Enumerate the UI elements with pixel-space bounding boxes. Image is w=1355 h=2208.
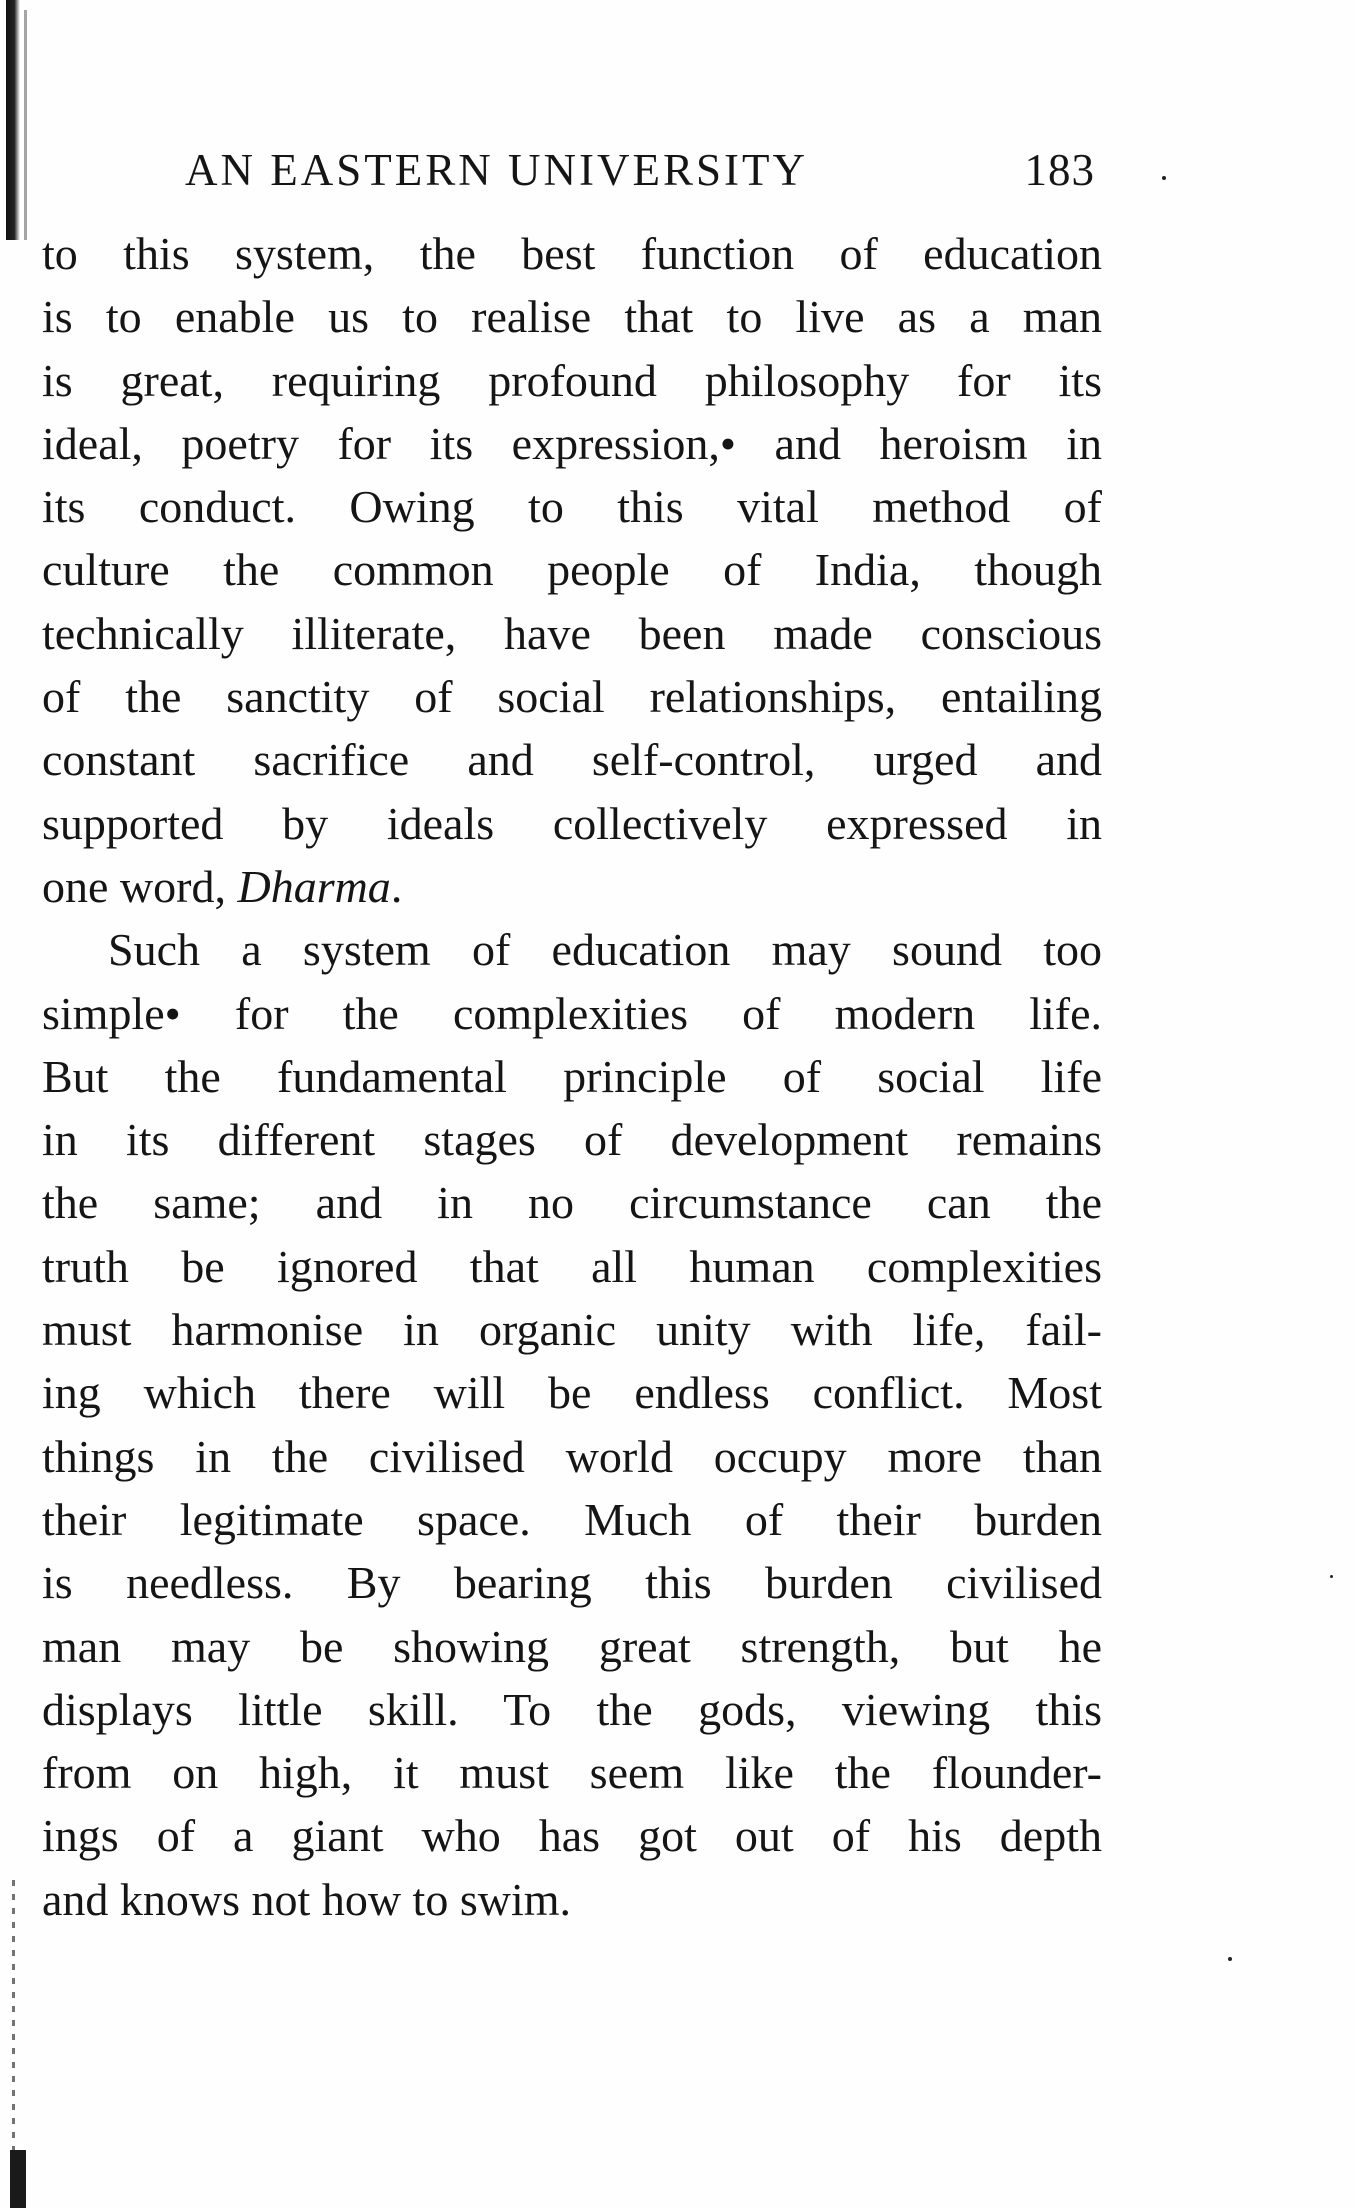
scan-edge-shadow-bottom [10,2150,26,2208]
text-line: But the fundamental principle of social life [42,1050,1102,1102]
text-line: in its different stages of development remains [42,1114,1102,1166]
text-line: things in the civilised world occupy more than [42,1430,1102,1482]
text-line: of the sanctity of social relationships, entailing [42,671,1102,723]
running-head [185,140,1095,200]
text-line: technically illiterate, have been made conscious [42,607,1102,659]
scan-edge-shadow-top [6,0,20,240]
text-line: displays little skill. To the gods, viewing this [42,1683,1102,1735]
text-line: simple• for the complexities of modern life. [42,987,1102,1039]
text-line: from on high, it must seem like the flounder- [42,1747,1102,1799]
text-line: is needless. By bearing this burden civilised [42,1557,1102,1609]
text-line: ideal, poetry for its expression,• and heroism in [42,417,1102,469]
scan-edge-line-top [24,10,27,240]
text-line: is great, requiring profound philosophy for its [42,354,1102,406]
text-line: their legitimate space. Much of their burden [42,1493,1102,1545]
text-line: must harmonise in organic unity with life, fail- [42,1304,1102,1356]
page-number: 183 [1024,145,1095,195]
scan-speck [1330,1575,1333,1578]
text-line: Such a system of education may sound too [108,924,1102,976]
text-line: truth be ignored that all human complexities [42,1240,1102,1292]
text-fragment: one word, [42,860,238,912]
italic-term: Dharma [237,860,391,912]
text-line: is to enable us to realise that to live as a man [42,291,1102,343]
text-line: supported by ideals collectively expressed in [42,797,1102,849]
paragraph-2 [42,918,1102,1931]
text-line-last [42,855,1102,918]
text-line: constant sacrifice and self-control, urged and [42,734,1102,786]
text-line: its conduct. Owing to this vital method of [42,481,1102,533]
body-text [42,222,1102,1931]
text-line: ings of a giant who has got out of his depth [42,1810,1102,1862]
scan-speck [1228,1957,1232,1961]
text-line: ing which there will be endless conflict. Most [42,1367,1102,1419]
text-line: culture the common people of India, though [42,544,1102,596]
paragraph-1 [42,222,1102,918]
text-line: the same; and in no circumstance can the [42,1177,1102,1229]
scan-edge-dashes-bottom [12,1880,15,2180]
text-line: man may be showing great strength, but he [42,1620,1102,1672]
scan-speck [1162,176,1166,180]
text-line: to this system, the best function of education [42,228,1102,279]
text-line-last: and knows not how to swim. [42,1873,571,1925]
running-head-title: AN EASTERN UNIVERSITY [185,145,808,195]
text-fragment: . [390,860,403,912]
